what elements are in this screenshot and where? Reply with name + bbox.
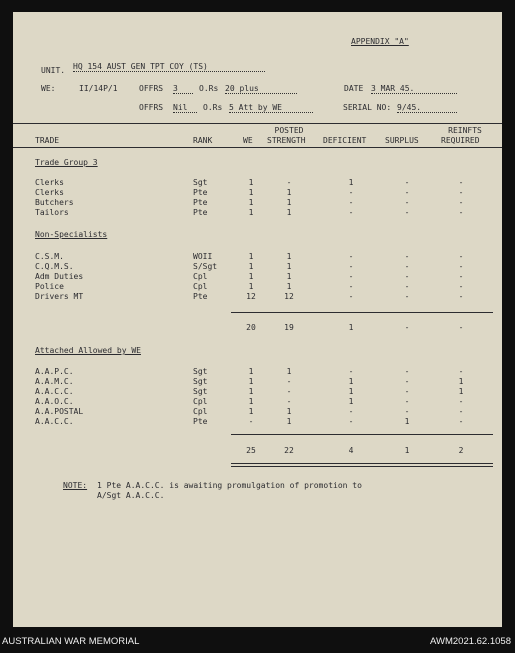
cell-rank: Pte [193, 417, 208, 426]
cell-surplus: - [404, 282, 410, 291]
cell-reinf: - [458, 417, 464, 426]
cell-posted: 1 [286, 262, 292, 271]
total-reinf: 2 [458, 446, 464, 455]
cell-trade: Butchers [35, 198, 74, 207]
cell-rank: Sgt [193, 387, 208, 396]
cell-we: 12 [246, 292, 256, 301]
cell-reinf: 1 [458, 377, 464, 386]
cell-rank: Sgt [193, 178, 208, 187]
group-title: Non-Specialists [35, 230, 108, 239]
subtotal-posted: 19 [284, 323, 294, 332]
cell-reinf: - [458, 282, 464, 291]
cell-rank: Cpl [193, 407, 208, 416]
cell-deficient: - [348, 292, 354, 301]
cell-trade: Tailors [35, 208, 69, 217]
cell-reinf: - [458, 188, 464, 197]
cell-posted: 1 [286, 272, 292, 281]
cell-we: 1 [248, 198, 254, 207]
cell-posted: - [286, 377, 292, 386]
cell-surplus: - [404, 178, 410, 187]
header-rule [13, 123, 502, 124]
cell-trade: Clerks [35, 188, 64, 197]
cell-we: 1 [248, 262, 254, 271]
cell-trade: A.A.C.C. [35, 387, 74, 396]
cell-posted: - [286, 178, 292, 187]
cell-deficient: - [348, 188, 354, 197]
cell-surplus: - [404, 407, 410, 416]
cell-surplus: - [404, 367, 410, 376]
cell-deficient: - [348, 252, 354, 261]
cell-surplus: - [404, 387, 410, 396]
cell-reinf: - [458, 198, 464, 207]
date-label: DATE [344, 84, 364, 93]
cell-reinf: - [458, 252, 464, 261]
cell-trade: A.A.P.C. [35, 367, 74, 376]
cell-surplus: - [404, 262, 410, 271]
total-rule-bottom-2 [231, 466, 493, 467]
total-rule-top [231, 434, 493, 435]
offrs-value: 3 [173, 84, 193, 94]
cell-trade: A.A.POSTAL [35, 407, 84, 416]
total-deficient: 4 [348, 446, 354, 455]
cell-we: 1 [248, 407, 254, 416]
col-rank: RANK [193, 136, 213, 145]
cell-rank: Pte [193, 188, 208, 197]
cell-trade: A.A.O.C. [35, 397, 74, 406]
cell-deficient: - [348, 262, 354, 271]
date-value: 3 MAR 45. [371, 84, 457, 94]
cell-deficient: - [348, 407, 354, 416]
cell-posted: 1 [286, 188, 292, 197]
cell-surplus: - [404, 188, 410, 197]
archive-credit: AUSTRALIAN WAR MEMORIAL [2, 636, 140, 647]
cell-reinf: 1 [458, 387, 464, 396]
cell-posted: 1 [286, 417, 292, 426]
cell-posted: 1 [286, 407, 292, 416]
cell-trade: A.A.M.C. [35, 377, 74, 386]
col-surplus: SURPLUS [385, 136, 419, 145]
cell-we: 1 [248, 367, 254, 376]
total-posted: 22 [284, 446, 294, 455]
cell-surplus: - [404, 198, 410, 207]
cell-reinf: - [458, 208, 464, 217]
cell-we: 1 [248, 282, 254, 291]
cell-deficient: 1 [348, 387, 354, 396]
cell-surplus: - [404, 208, 410, 217]
note-line-1: 1 Pte A.A.C.C. is awaiting promulgation of promotion to [97, 481, 362, 490]
cell-trade: Adm Duties [35, 272, 84, 281]
cell-surplus: 1 [404, 417, 410, 426]
subtotal-rule [231, 312, 493, 313]
col-trade: TRADE [35, 136, 60, 145]
we-value: II/14P/1 [79, 84, 118, 93]
cell-deficient: - [348, 272, 354, 281]
cell-deficient: - [348, 208, 354, 217]
cell-surplus: - [404, 272, 410, 281]
cell-rank: S/Sgt [193, 262, 218, 271]
total-surplus: 1 [404, 446, 410, 455]
subtotal-reinf: - [458, 323, 464, 332]
ors-label: O.Rs [199, 84, 219, 93]
col-we: WE [243, 136, 253, 145]
subtotal-deficient: 1 [348, 323, 354, 332]
column-header-rule [13, 147, 502, 148]
col-reinf-2: REQUIRED [441, 136, 480, 145]
total-rule-bottom-1 [231, 463, 493, 464]
total-we: 25 [246, 446, 256, 455]
cell-we: 1 [248, 252, 254, 261]
cell-rank: WOII [193, 252, 213, 261]
cell-we: - [248, 417, 254, 426]
subtotal-surplus: - [404, 323, 410, 332]
cell-rank: Sgt [193, 377, 208, 386]
cell-deficient: - [348, 417, 354, 426]
cell-posted: 1 [286, 252, 292, 261]
cell-trade: C.S.M. [35, 252, 64, 261]
cell-rank: Cpl [193, 282, 208, 291]
serial-value: 9/45. [397, 103, 457, 113]
cell-deficient: - [348, 367, 354, 376]
cell-rank: Sgt [193, 367, 208, 376]
cell-posted: 1 [286, 282, 292, 291]
cell-reinf: - [458, 407, 464, 416]
cell-trade: Police [35, 282, 64, 291]
cell-we: 1 [248, 397, 254, 406]
cell-rank: Pte [193, 198, 208, 207]
cell-posted: 1 [286, 198, 292, 207]
subtotal-we: 20 [246, 323, 256, 332]
appendix-title: APPENDIX "A" [351, 37, 409, 46]
ors-value: 20 plus [225, 84, 297, 94]
cell-we: 1 [248, 188, 254, 197]
cell-reinf: - [458, 262, 464, 271]
col-posted-2: STRENGTH [267, 136, 306, 145]
group-title: Attached Allowed by WE [35, 346, 141, 355]
col-reinf-1: REINFTS [448, 126, 482, 135]
offrs-label: OFFRS [139, 84, 164, 93]
cell-rank: Pte [193, 208, 208, 217]
cell-deficient: 1 [348, 178, 354, 187]
col-posted-1: POSTED [274, 126, 304, 135]
cell-deficient: 1 [348, 397, 354, 406]
note-line-2: A/Sgt A.A.C.C. [97, 491, 165, 500]
cell-posted: 1 [286, 208, 292, 217]
cell-deficient: - [348, 198, 354, 207]
offrs2-label: OFFRS [139, 103, 164, 112]
cell-posted: 12 [284, 292, 294, 301]
cell-rank: Cpl [193, 397, 208, 406]
cell-we: 1 [248, 178, 254, 187]
cell-we: 1 [248, 272, 254, 281]
cell-we: 1 [248, 387, 254, 396]
archive-reference: AWM2021.62.1058 [430, 636, 511, 647]
cell-reinf: - [458, 272, 464, 281]
cell-posted: 1 [286, 367, 292, 376]
cell-surplus: - [404, 292, 410, 301]
cell-rank: Cpl [193, 272, 208, 281]
cell-surplus: - [404, 397, 410, 406]
ors2-value: 5 Att by WE [229, 103, 313, 113]
unit-label: UNIT. [41, 66, 66, 75]
cell-we: 1 [248, 208, 254, 217]
cell-posted: - [286, 397, 292, 406]
cell-trade: C.Q.M.S. [35, 262, 74, 271]
cell-trade: Clerks [35, 178, 64, 187]
ors2-label: O.Rs [203, 103, 223, 112]
cell-posted: - [286, 387, 292, 396]
we-label: WE: [41, 84, 56, 93]
note-label: NOTE: [63, 481, 88, 490]
cell-trade: A.A.C.C. [35, 417, 74, 426]
cell-deficient: 1 [348, 377, 354, 386]
cell-reinf: - [458, 178, 464, 187]
cell-trade: Drivers MT [35, 292, 84, 301]
group-title: Trade Group 3 [35, 158, 98, 167]
cell-surplus: - [404, 252, 410, 261]
cell-deficient: - [348, 282, 354, 291]
cell-reinf: - [458, 292, 464, 301]
col-deficient: DEFICIENT [323, 136, 367, 145]
unit-value: HQ 154 AUST GEN TPT COY (TS) [73, 62, 265, 72]
serial-label: SERIAL NO: [343, 103, 392, 112]
document-page [13, 12, 502, 627]
cell-rank: Pte [193, 292, 208, 301]
cell-surplus: - [404, 377, 410, 386]
cell-reinf: - [458, 367, 464, 376]
cell-we: 1 [248, 377, 254, 386]
offrs2-value: Nil [173, 103, 197, 113]
cell-reinf: - [458, 397, 464, 406]
